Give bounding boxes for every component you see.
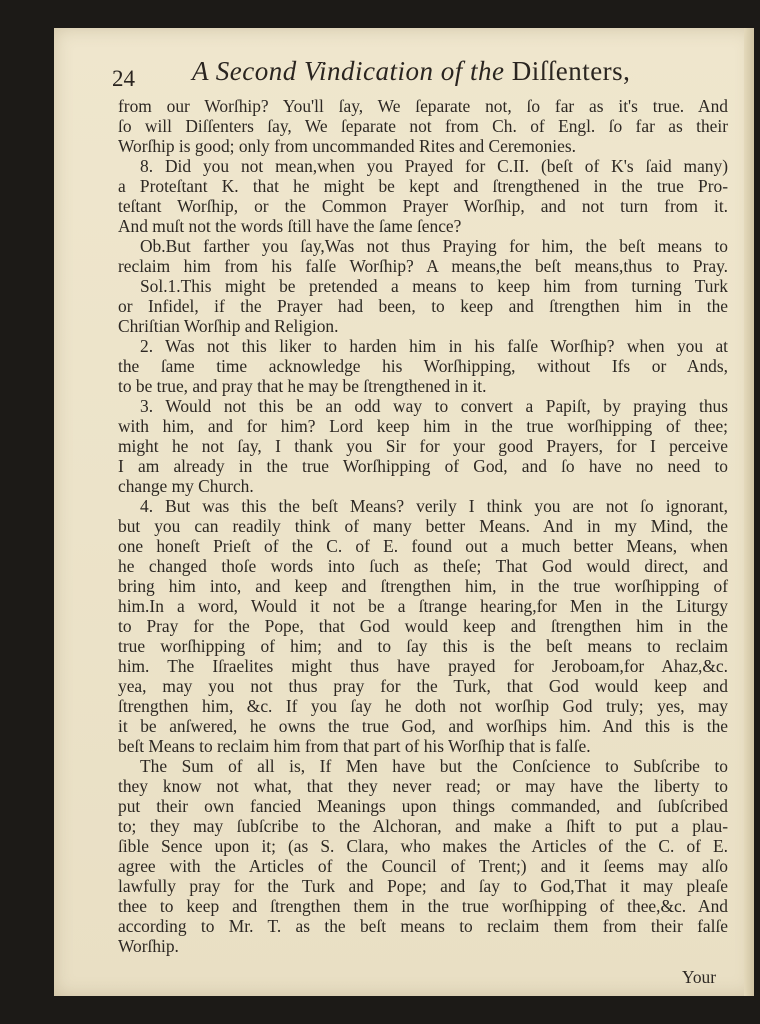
text-line: Worſhip. <box>118 936 179 956</box>
text-line: they know not what, that they never read; or may have the liberty to <box>118 776 728 796</box>
book-page <box>54 28 754 996</box>
text-line: ſtrengthen him, &c. If you ſay he doth not worſhip God truly; yes, may <box>118 696 728 716</box>
text-line: it be anſwered, he owns the true God, and worſhips him. And this is the <box>118 716 728 736</box>
text-line: but you can readily think of many better Means. And in my Mind, the <box>118 516 728 536</box>
text-line: the ſame time acknowledge his Worſhipping, without Ifs or Ands, <box>118 356 728 376</box>
running-title <box>192 56 630 87</box>
text-line: beſt Means to reclaim him from that part of his Worſhip that is falſe. <box>118 736 591 756</box>
text-line: to be true, and pray that he may be ſtrengthened in it. <box>118 376 487 396</box>
text-line: bring him into, and keep and ſtrengthen him, in the true worſhipping of <box>118 576 728 596</box>
text-line: one honeſt Prieſt of the C. of E. found out a much better Means, when <box>118 536 728 556</box>
text-line: 3. Would not this be an odd way to convert a Papiſt, by praying thus <box>140 396 728 416</box>
text-line: he changed thoſe words into ſuch as theſe; That God would direct, and <box>118 556 728 576</box>
text-line: 8. Did you not mean,when you Prayed for C.II. (beſt of K's ſaid many) <box>140 156 728 176</box>
text-line: him. The Iſraelites might thus have prayed for Jeroboam,for Ahaz,&c. <box>118 656 728 676</box>
text-line: thee to keep and ſtrengthen them in the true worſhipping of thee,&c. And <box>118 896 728 916</box>
text-line: from our Worſhip? You'll ſay, We ſeparate not, ſo far as it's true. And <box>118 96 728 116</box>
text-line: Chriſtian Worſhip and Religion. <box>118 316 339 336</box>
catchword: Your <box>682 967 716 987</box>
text-line: ſible Sence upon it; (as S. Clara, who makes the Articles of the C. of E. <box>118 836 728 856</box>
text-line: teſtant Worſhip, or the Common Prayer Worſhip, and not turn from it. <box>118 196 728 216</box>
text-line: true worſhipping of him; and to ſay this is the beſt means to reclaim <box>118 636 728 656</box>
text-line: I am already in the true Worſhipping of God, and ſo have no need to <box>118 456 728 476</box>
running-title-italic: A Second Vindication of the <box>192 56 512 86</box>
text-line: ſo will Diſſenters ſay, We ſeparate not from Ch. of Engl. ſo far as their <box>118 116 728 136</box>
text-line: with him, and for him? Lord keep him in the true worſhipping of thee; <box>118 416 728 436</box>
text-line: reclaim him from his falſe Worſhip? A means,the beſt means,thus to Pray. <box>118 256 728 276</box>
text-line: agree with the Articles of the Council of Trent;) and it ſeems may alſo <box>118 856 728 876</box>
running-head <box>112 56 732 92</box>
text-line: lawfully pray for the Turk and Pope; and ſay to God,That it may pleaſe <box>118 876 728 896</box>
text-line: Worſhip is good; only from uncommanded Rites and Ceremonies. <box>118 136 576 156</box>
running-title-roman: Diſſenters, <box>511 56 631 86</box>
text-line: put their own fancied Meanings upon things commanded, and ſubſcribed <box>118 796 728 816</box>
text-line: might he not ſay, I thank you Sir for your good Prayers, for I perceive <box>118 436 728 456</box>
text-line: or Infidel, if the Prayer had been, to keep and ſtrengthen him in the <box>118 296 728 316</box>
text-line: according to Mr. T. as the beſt means to reclaim them from their falſe <box>118 916 728 936</box>
text-line: to Pray for the Pope, that God would keep and ſtrengthen him in the <box>118 616 728 636</box>
page-edge <box>744 28 754 996</box>
text-line: a Proteſtant K. that he might be kept and ſtrengthened in the true Pro- <box>118 176 728 196</box>
text-line: him.In a word, Would it not be a ſtrange hearing,for Men in the Liturgy <box>118 596 728 616</box>
text-line: yea, may you not thus pray for the Turk, that God would keep and <box>118 676 728 696</box>
text-line: Sol.1.This might be pretended a means to keep him from turning Turk <box>140 276 728 296</box>
text-line: Ob.But farther you ſay,Was not thus Praying for him, the beſt means to <box>140 236 728 256</box>
body-text <box>118 96 728 956</box>
text-line: And muſt not the words ſtill have the ſame ſence? <box>118 216 462 236</box>
page-number: 24 <box>112 66 135 91</box>
text-line: 2. Was not this liker to harden him in his falſe Worſhip? when you at <box>140 336 728 356</box>
text-line: to; they may ſubſcribe to the Alchoran, and make a ſhift to put a plau- <box>118 816 728 836</box>
text-line: change my Church. <box>118 476 254 496</box>
text-line: The Sum of all is, If Men have but the Conſcience to Subſcribe to <box>140 756 728 776</box>
text-line: 4. But was this the beſt Means? verily I think you are not ſo ignorant, <box>140 496 728 516</box>
